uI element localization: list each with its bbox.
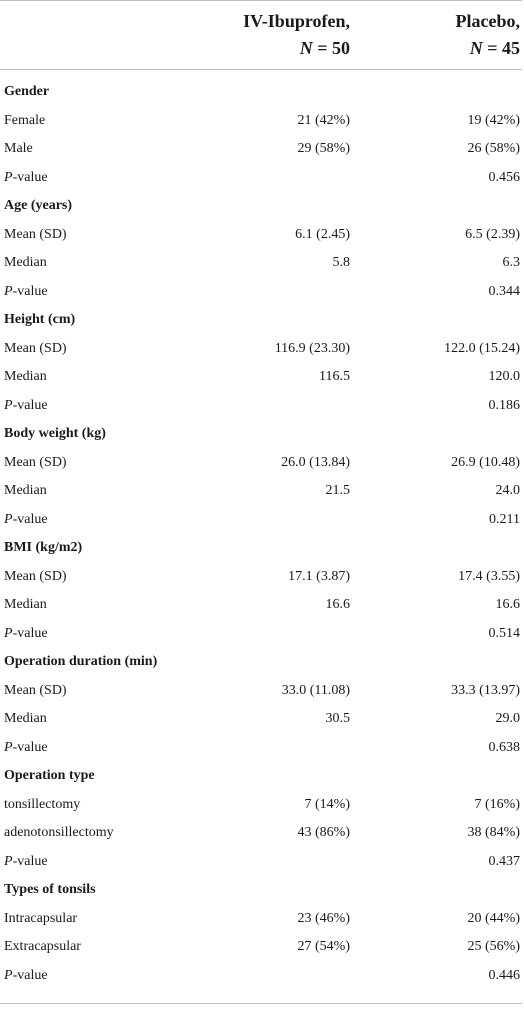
p-value-suffix: -value bbox=[12, 283, 48, 299]
row-label: Median bbox=[4, 369, 47, 384]
ibuprofen-value-cell: 29 (58%) bbox=[297, 141, 350, 156]
placebo-value-cell: 0.344 bbox=[488, 283, 520, 299]
ibuprofen-value-cell: 27 (54%) bbox=[297, 939, 350, 954]
placebo-value-cell: 16.6 bbox=[495, 597, 520, 612]
table-row bbox=[0, 135, 524, 164]
table-bottom-rule bbox=[0, 1003, 522, 1004]
placebo-value-cell: 26 (58%) bbox=[467, 141, 520, 156]
placebo-value-cell: 0.211 bbox=[489, 511, 520, 527]
section-title: Body weight (kg) bbox=[4, 426, 106, 441]
p-value-label bbox=[4, 392, 48, 421]
placebo-value-cell: 0.446 bbox=[488, 967, 520, 983]
p-value-suffix: -value bbox=[12, 739, 48, 755]
section-header-row bbox=[0, 648, 524, 677]
placebo-value-cell: 33.3 (13.97) bbox=[451, 682, 520, 698]
p-value-row bbox=[0, 620, 524, 649]
section-title: BMI (kg/m2) bbox=[4, 540, 83, 555]
column-header-ibuprofen bbox=[243, 0, 350, 69]
table-row bbox=[0, 933, 524, 962]
p-symbol: P bbox=[4, 283, 13, 299]
p-value-suffix: -value bbox=[12, 967, 48, 983]
ibuprofen-value-cell: 116.5 bbox=[319, 369, 350, 384]
p-value-suffix: -value bbox=[12, 853, 48, 869]
placebo-value-cell: 0.638 bbox=[488, 739, 520, 755]
table-row bbox=[0, 221, 524, 250]
placebo-value-cell: 29.0 bbox=[495, 711, 520, 726]
row-label: Mean (SD) bbox=[4, 454, 67, 470]
p-symbol: P bbox=[4, 625, 13, 641]
p-symbol: P bbox=[4, 853, 13, 869]
placebo-value-cell: 0.186 bbox=[488, 397, 520, 413]
row-label: Median bbox=[4, 255, 47, 270]
section-title: Operation type bbox=[4, 768, 95, 783]
table-row bbox=[0, 819, 524, 848]
table-row bbox=[0, 335, 524, 364]
ibuprofen-value-cell: 5.8 bbox=[332, 255, 350, 270]
section-header-row bbox=[0, 762, 524, 791]
ibuprofen-value-cell: 26.0 (13.84) bbox=[281, 454, 350, 470]
p-symbol: P bbox=[4, 397, 13, 413]
placebo-value-cell: 24.0 bbox=[495, 483, 520, 498]
row-label: Mean (SD) bbox=[4, 226, 67, 242]
section-header-row bbox=[0, 420, 524, 449]
section-title: Height (cm) bbox=[4, 312, 76, 327]
p-value-suffix: -value bbox=[12, 169, 48, 185]
ibuprofen-value-cell: 6.1 (2.45) bbox=[295, 226, 350, 242]
table-row bbox=[0, 905, 524, 934]
p-value-suffix: -value bbox=[12, 397, 48, 413]
row-label: Mean (SD) bbox=[4, 568, 67, 584]
row-label: Male bbox=[4, 141, 33, 156]
table-row bbox=[0, 477, 524, 506]
placebo-value-cell: 20 (44%) bbox=[467, 910, 520, 926]
ibuprofen-value-cell: 7 (14%) bbox=[304, 796, 350, 812]
row-label: Median bbox=[4, 483, 47, 498]
placebo-value-cell: 6.5 (2.39) bbox=[465, 226, 520, 242]
placebo-value-cell: 7 (16%) bbox=[474, 796, 520, 812]
ibuprofen-value-cell: 21 (42%) bbox=[297, 112, 350, 128]
section-title: Age (years) bbox=[4, 198, 73, 213]
column-header-placebo bbox=[456, 0, 521, 69]
ibuprofen-value-cell: 16.6 bbox=[325, 597, 350, 612]
n-value: = 50 bbox=[312, 37, 350, 58]
table-row bbox=[0, 677, 524, 706]
section-title: Types of tonsils bbox=[4, 882, 96, 897]
row-label: tonsillectomy bbox=[4, 796, 81, 812]
p-symbol: P bbox=[4, 511, 13, 527]
ibuprofen-value-cell: 43 (86%) bbox=[297, 825, 350, 840]
ibuprofen-value-cell: 21.5 bbox=[325, 483, 350, 498]
p-value-row bbox=[0, 164, 524, 193]
section-title: Gender bbox=[4, 84, 50, 99]
placebo-value-cell: 25 (56%) bbox=[467, 939, 520, 954]
table-row bbox=[0, 107, 524, 136]
row-label: adenotonsillectomy bbox=[4, 825, 114, 840]
header-divider-rule bbox=[0, 69, 522, 70]
p-value-label bbox=[4, 962, 48, 991]
row-label: Median bbox=[4, 597, 47, 612]
n-value: = 45 bbox=[482, 37, 520, 58]
p-value-row bbox=[0, 962, 524, 991]
ibuprofen-value-cell: 23 (46%) bbox=[297, 910, 350, 926]
column-header-placebo-name: Placebo, bbox=[455, 10, 520, 31]
placebo-value-cell: 6.3 bbox=[502, 255, 520, 270]
ibuprofen-value-cell: 17.1 (3.87) bbox=[288, 568, 350, 584]
row-label: Mean (SD) bbox=[4, 340, 67, 356]
section-header-row bbox=[0, 534, 524, 563]
placebo-value-cell: 19 (42%) bbox=[467, 112, 520, 128]
p-value-label bbox=[4, 506, 48, 535]
placebo-value-cell: 0.514 bbox=[488, 625, 520, 641]
ibuprofen-value-cell: 116.9 (23.30) bbox=[274, 340, 350, 356]
table-row bbox=[0, 591, 524, 620]
row-label: Median bbox=[4, 711, 47, 726]
table-row bbox=[0, 249, 524, 278]
p-value-row bbox=[0, 392, 524, 421]
p-value-label bbox=[4, 848, 48, 877]
n-symbol: N bbox=[299, 37, 313, 58]
section-header-row bbox=[0, 306, 524, 335]
column-header-placebo-n bbox=[470, 35, 520, 62]
section-header-row bbox=[0, 192, 524, 221]
row-label: Extracapsular bbox=[4, 939, 81, 954]
p-value-row bbox=[0, 278, 524, 307]
p-symbol: P bbox=[4, 739, 13, 755]
placebo-value-cell: 38 (84%) bbox=[467, 825, 520, 840]
placebo-value-cell: 120.0 bbox=[488, 369, 520, 384]
row-label: Female bbox=[4, 112, 46, 128]
placebo-value-cell: 26.9 (10.48) bbox=[451, 454, 520, 470]
p-value-label bbox=[4, 734, 48, 763]
p-value-label bbox=[4, 620, 48, 649]
ibuprofen-value-cell: 33.0 (11.08) bbox=[281, 682, 350, 698]
p-symbol: P bbox=[4, 967, 13, 983]
table-row bbox=[0, 449, 524, 478]
section-title: Operation duration (min) bbox=[4, 654, 158, 669]
placebo-value-cell: 0.456 bbox=[488, 169, 520, 185]
column-header-ibuprofen-name: IV-Ibuprofen, bbox=[243, 10, 350, 31]
placebo-value-cell: 122.0 (15.24) bbox=[444, 340, 520, 356]
table-row bbox=[0, 563, 524, 592]
p-value-row bbox=[0, 506, 524, 535]
p-value-row bbox=[0, 734, 524, 763]
table-row bbox=[0, 791, 524, 820]
section-header-row bbox=[0, 876, 524, 905]
p-value-suffix: -value bbox=[12, 511, 48, 527]
table-row bbox=[0, 363, 524, 392]
section-header-row bbox=[0, 78, 524, 107]
placebo-value-cell: 0.437 bbox=[488, 853, 520, 869]
p-symbol: P bbox=[4, 169, 13, 185]
table-row bbox=[0, 705, 524, 734]
row-label: Mean (SD) bbox=[4, 682, 67, 698]
n-symbol: N bbox=[469, 37, 483, 58]
p-value-label bbox=[4, 164, 48, 193]
placebo-value-cell: 17.4 (3.55) bbox=[458, 568, 520, 584]
p-value-label bbox=[4, 278, 48, 307]
column-header-ibuprofen-n bbox=[300, 35, 350, 62]
p-value-row bbox=[0, 848, 524, 877]
ibuprofen-value-cell: 30.5 bbox=[325, 711, 350, 726]
table-body bbox=[0, 78, 524, 990]
p-value-suffix: -value bbox=[12, 625, 48, 641]
row-label: Intracapsular bbox=[4, 910, 78, 926]
